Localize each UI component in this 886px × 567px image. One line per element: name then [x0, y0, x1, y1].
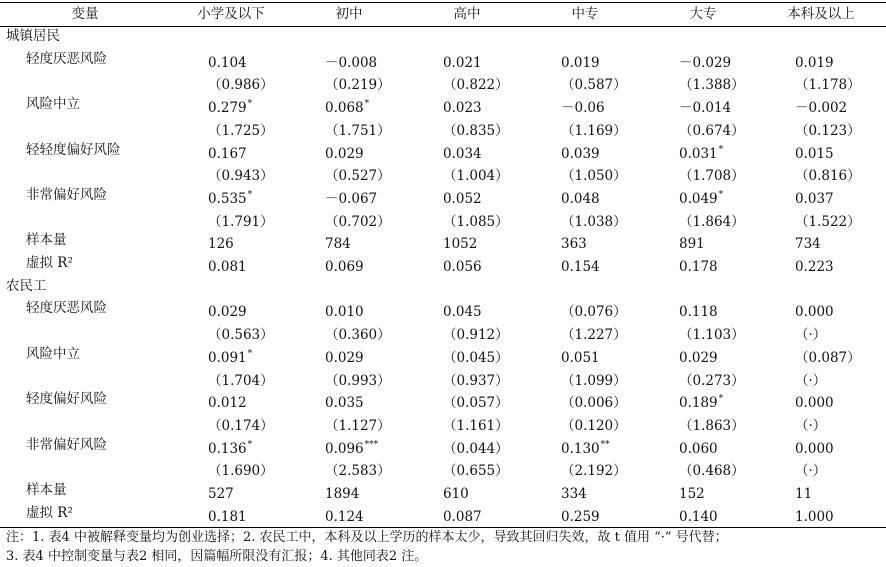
cell-value: （·） [795, 372, 827, 389]
cell-value: （0.527） [325, 168, 391, 185]
cell-value: 0.029 [208, 304, 247, 321]
cell-value: 0.081 [208, 259, 247, 275]
cell-value: 0.259 [561, 508, 600, 525]
significance-mark: * [247, 189, 253, 200]
cell-value: 0.279 [208, 100, 247, 117]
t-stat-row [0, 70, 886, 93]
cell-value: （0.993） [325, 372, 391, 389]
cell-value: （0.087） [795, 349, 861, 366]
header-junior-high: 初中 [335, 6, 363, 22]
significance-mark: *** [364, 439, 379, 450]
cell-value: 0.052 [443, 190, 482, 207]
row-label: 轻度厌恶风险 [26, 50, 107, 67]
cell-value: （1.004） [443, 168, 509, 185]
significance-mark: * [247, 348, 253, 359]
cell-value: 0.029 [325, 145, 364, 162]
row-label: 风险中立 [26, 345, 80, 362]
header-high-school: 高中 [453, 6, 481, 22]
cell-value: 1.000 [795, 508, 834, 525]
cell-value: （1.690） [208, 463, 274, 480]
row-label: 虚拟 R² [26, 504, 73, 521]
cell-value: －0.06 [561, 100, 605, 117]
cell-value: （0.273） [679, 372, 745, 389]
cell-value: （1.863） [679, 417, 745, 434]
t-stat-row [0, 456, 886, 479]
t-stat-row [0, 320, 886, 343]
significance-mark: * [247, 439, 253, 450]
cell-value: （1.864） [679, 213, 745, 230]
cell-value: －0.029 [679, 54, 732, 71]
cell-value: （1.085） [443, 213, 509, 230]
cell-value: 0.015 [795, 145, 834, 162]
cell-value: （1.791） [208, 213, 274, 230]
cell-value: 363 [561, 236, 587, 253]
row-label: 轻轻度偏好风险 [26, 141, 121, 158]
cell-value: 0.136 [208, 440, 247, 457]
row-label: 非常偏好风险 [26, 186, 107, 203]
table-row [0, 93, 886, 116]
cell-value: （1.161） [443, 417, 509, 434]
cell-value: 0.000 [795, 304, 834, 321]
cell-value: 0.104 [208, 54, 247, 71]
cell-value: 0.118 [679, 304, 718, 321]
cell-value: 152 [679, 486, 705, 502]
cell-value: 0.056 [443, 259, 482, 275]
cell-value: （0.123） [795, 122, 861, 139]
cell-value: －0.008 [325, 54, 378, 71]
cell-value: －0.002 [795, 100, 848, 117]
table-cell [795, 502, 835, 529]
cell-value: 0.091 [208, 349, 247, 366]
cell-value: 0.031 [679, 145, 718, 162]
header-row [0, 3, 886, 26]
header-college: 大专 [689, 6, 717, 22]
cell-value: （0.912） [443, 327, 509, 344]
cell-value: （1.050） [561, 168, 627, 185]
header-primary: 小学及以下 [197, 6, 265, 22]
cell-value: 0.034 [443, 145, 482, 162]
table-row [0, 252, 886, 275]
cell-value: （0.057） [443, 395, 509, 412]
row-label: 非常偏好风险 [26, 436, 107, 453]
significance-mark: * [718, 144, 724, 155]
cell-value: 0.167 [208, 145, 247, 162]
cell-value: 0.140 [679, 508, 718, 525]
header-vocational: 中专 [571, 6, 599, 22]
cell-value: 0.048 [561, 190, 600, 207]
table-row [0, 388, 886, 411]
header-variable: 变量 [71, 6, 99, 22]
cell-value: 527 [208, 486, 234, 502]
cell-value: （0.563） [208, 327, 274, 344]
table-row [0, 479, 886, 502]
cell-value: 0.010 [325, 304, 364, 321]
cell-value: （2.192） [561, 463, 627, 480]
cell-value: （0.587） [561, 77, 627, 94]
cell-value: （0.360） [325, 327, 391, 344]
group-header-row [0, 25, 886, 48]
cell-value: （1.708） [679, 168, 745, 185]
cell-value: 0.051 [561, 349, 600, 366]
t-stat-row [0, 366, 886, 389]
cell-value: 0.023 [443, 100, 482, 117]
cell-value: 0.181 [208, 508, 247, 525]
cell-value: 0.189 [679, 395, 718, 412]
cell-value: （0.822） [443, 77, 509, 94]
cell-value: 0.019 [561, 54, 600, 71]
cell-value: 0.049 [679, 190, 718, 207]
cell-value: （1.169） [561, 122, 627, 139]
table-cell [208, 502, 248, 529]
cell-value: 0.021 [443, 54, 482, 71]
cell-value: 0.029 [325, 349, 364, 366]
cell-value: 0.535 [208, 190, 247, 207]
cell-value: （0.986） [208, 77, 274, 94]
group-label: 城镇居民 [6, 28, 60, 44]
significance-mark: * [718, 394, 724, 405]
header-bachelor: 本科及以上 [787, 6, 855, 22]
table-row [0, 48, 886, 71]
cell-value: 334 [561, 486, 587, 502]
group-label: 农民工 [6, 277, 47, 294]
cell-value: （0.044） [443, 440, 509, 457]
table-cell [679, 502, 719, 529]
cell-value: 1894 [325, 486, 360, 502]
cell-value: 0.012 [208, 395, 247, 412]
table-cell [325, 502, 365, 529]
cell-value: （·） [795, 417, 827, 434]
cell-value: （0.655） [443, 463, 509, 480]
cell-value: 0.035 [325, 395, 364, 412]
cell-value: 0.039 [561, 145, 600, 162]
cell-value: （1.751） [325, 122, 391, 139]
cell-value: 0.068 [325, 100, 364, 117]
table-row [0, 229, 886, 252]
cell-value: 0.069 [325, 259, 364, 275]
t-stat-row [0, 161, 886, 184]
row-label: 轻度偏好风险 [26, 391, 107, 408]
cell-value: 0.037 [795, 190, 834, 207]
cell-value: （1.178） [795, 77, 861, 94]
row-label: 样本量 [26, 482, 67, 498]
t-stat-row [0, 411, 886, 434]
table-row [0, 184, 886, 207]
cell-value: 0.019 [795, 54, 834, 71]
row-label: 虚拟 R² [26, 255, 73, 271]
table-note-line-2: 3. 表4 中控制变量与表2 相同，因篇幅所限没有汇报；4. 其他同表2 注。 [6, 549, 428, 564]
cell-value: 0.029 [679, 349, 718, 366]
cell-value: （0.835） [443, 122, 509, 139]
cell-value: （1.038） [561, 213, 627, 230]
cell-value: （·） [795, 327, 827, 344]
cell-value: 0.000 [795, 395, 834, 412]
cell-value: （1.103） [679, 327, 745, 344]
cell-value: 0.130 [561, 440, 600, 457]
t-stat-row [0, 207, 886, 230]
table-row [0, 502, 886, 525]
cell-value: 0.154 [561, 259, 600, 275]
cell-value: 0.124 [325, 508, 364, 525]
cell-value: 0.000 [795, 440, 834, 457]
cell-value: （0.045） [443, 349, 509, 366]
cell-value: （0.219） [325, 77, 391, 94]
cell-value: －0.067 [325, 190, 378, 207]
table-cell [443, 502, 483, 529]
cell-value: 0.096 [325, 440, 364, 457]
cell-value: 11 [795, 486, 813, 502]
cell-value: （0.120） [561, 417, 627, 434]
significance-mark: * [247, 99, 253, 110]
cell-value: 0.045 [443, 304, 482, 321]
row-label: 轻度厌恶风险 [26, 300, 107, 317]
cell-value: （0.076） [561, 304, 627, 321]
cell-value: （0.006） [561, 395, 627, 412]
cell-value: （1.522） [795, 213, 861, 230]
cell-value: （0.937） [443, 372, 509, 389]
table-row [0, 139, 886, 162]
cell-value: （1.704） [208, 372, 274, 389]
cell-value: 1052 [443, 236, 478, 253]
significance-mark: * [718, 189, 724, 200]
cell-value: （0.943） [208, 168, 274, 185]
row-label: 风险中立 [26, 96, 80, 113]
cell-value: （1.725） [208, 122, 274, 139]
cell-value: （0.174） [208, 417, 274, 434]
cell-value: 0.223 [795, 259, 834, 275]
cell-value: 891 [679, 236, 705, 253]
cell-value: （1.099） [561, 372, 627, 389]
cell-value: （1.388） [679, 77, 745, 94]
cell-value: 126 [208, 236, 234, 253]
cell-value: （1.127） [325, 417, 391, 434]
cell-value: －0.014 [679, 100, 732, 117]
table-row [0, 434, 886, 457]
cell-value: 0.087 [443, 508, 482, 525]
cell-value: 734 [795, 236, 821, 253]
t-stat-row [0, 116, 886, 139]
significance-mark: ** [600, 439, 610, 450]
table-note-line-1: 注：1. 表4 中被解释变量均为创业选择；2. 农民工中，本科及以上学历的样本太少，导致其回归失效，故 t 值用 “·” 号代替； [6, 530, 728, 545]
table-row [0, 297, 886, 320]
cell-value: 0.060 [679, 440, 718, 457]
cell-value: （·） [795, 463, 827, 480]
group-header-row [0, 275, 886, 298]
row-label: 样本量 [26, 232, 67, 249]
cell-value: （0.468） [679, 463, 745, 480]
cell-value: （2.583） [325, 463, 391, 480]
cell-value: （0.816） [795, 168, 861, 185]
cell-value: （1.227） [561, 327, 627, 344]
table-row [0, 343, 886, 366]
significance-mark: * [364, 99, 370, 110]
cell-value: （0.702） [325, 213, 391, 230]
cell-value: （0.674） [679, 122, 745, 139]
cell-value: 784 [325, 236, 351, 253]
cell-value: 0.178 [679, 259, 718, 275]
cell-value: 610 [443, 486, 469, 502]
table-cell [561, 502, 601, 529]
